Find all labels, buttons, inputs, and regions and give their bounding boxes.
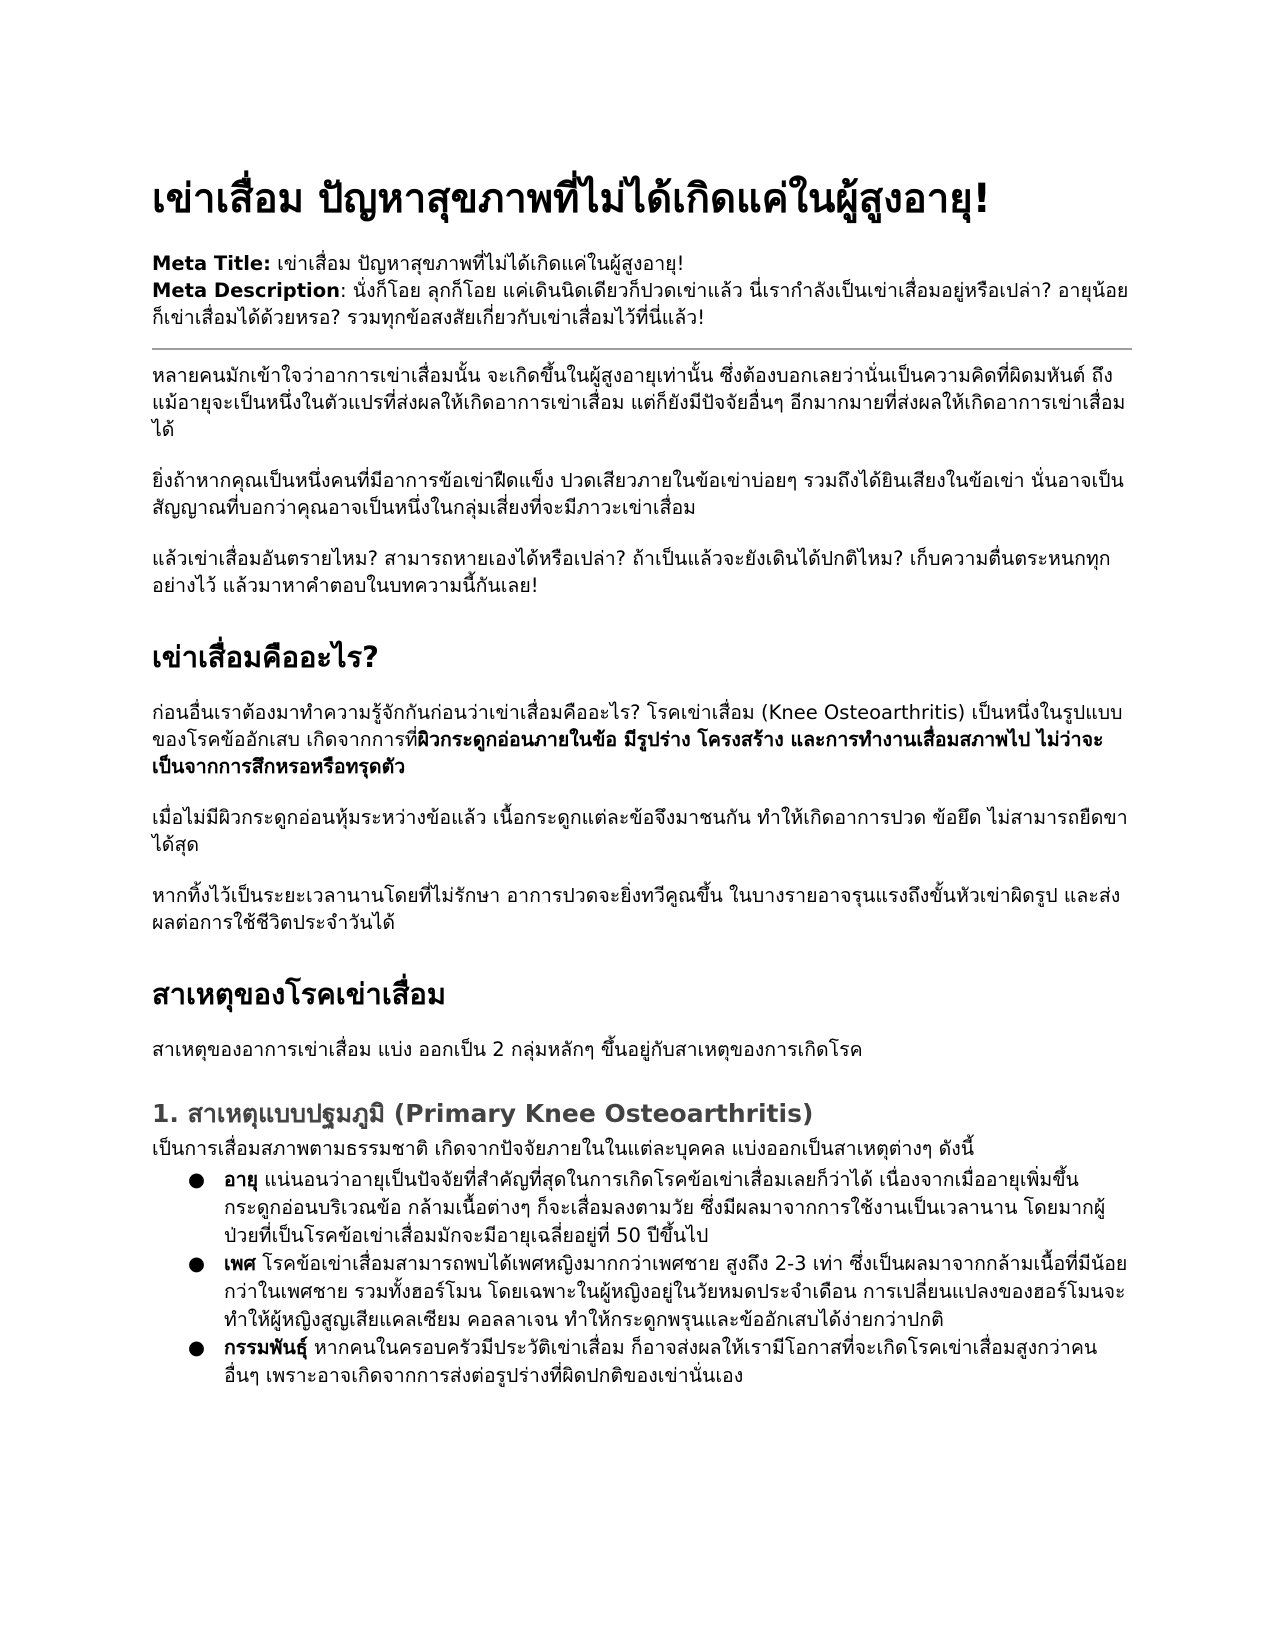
list-item-text: โรคข้อเข่าเสื่อมสามารถพบได้เพศหญิงมากกว่าเพศชาย สูงถึง 2-3 เท่า ซึ่งเป็นผลมาจากกล้ามเนื้อที่มีน้อยกว่าในเพศชาย รวมทั้งฮอร์โมน โดยเฉพาะในผู้หญิงอยู่ในวัยหมดประจำเดือน การเปลี่ยนแปลงของฮอร์โมนจะทำให้ผู้หญิงสูญเสียแคลเซียม คอลลาเจน ทำให้กระดูกพรุนและข้ออักเสบได้ง่ายกว่าปกติ [224, 1252, 1128, 1331]
bullet-icon: ● [188, 1252, 206, 1275]
list-item [188, 1334, 1132, 1390]
list-item-text: แน่นอนว่าอายุเป็นปัจจัยที่สำคัญที่สุดในการเกิดโรคข้อเข่าเสื่อมเลยก็ว่าได้ เนื่องจากเมื่ออายุเพิ่มขึ้นกระดูกอ่อนบริเวณข้อ กล้ามเนื้อต่างๆ ก็จะเสื่อมลงตามวัย ซึ่งมีผลมาจากการใช้งานเป็นเวลานาน โดยมากผู้ป่วยที่เป็นโรคข้อเข่าเสื่อมมักจะมีอายุเฉลี่ยอยู่ที่ 50 ปีขึ้นไป [224, 1168, 1106, 1247]
causes-list [152, 1166, 1132, 1390]
list-item [188, 1166, 1132, 1250]
section1-paragraph-1-text: ก่อนอื่นเราต้องมาทำความรู้จักกันก่อนว่าเข่าเสื่อมคืออะไร? โรคเข่าเสื่อม (Knee Osteoarthritis) เป็นหนึ่งในรูปแบบของโรคข้ออักเสบ เกิดจากการที่ [152, 701, 1123, 751]
meta-description-line [152, 277, 1132, 331]
horizontal-divider [152, 348, 1132, 350]
section1-paragraph-1-bold: ผิวกระดูกอ่อนภายในข้อ มีรูปร่าง โครงสร้าง และการทำงานเสื่อมสภาพไป ไม่ว่าจะเป็นจากการสึกหรอหรือทรุดตัว [152, 728, 1104, 778]
section2-paragraph-1: สาเหตุของอาการเข่าเสื่อม แบ่ง ออกเป็น 2 กลุ่มหลักๆ ขึ้นอยู่กับสาเหตุของการเกิดโรค [152, 1038, 863, 1061]
list-item [188, 1250, 1132, 1334]
meta-title-value: เข่าเสื่อม ปัญหาสุขภาพที่ไม่ได้เกิดแค่ในผู้สูงอายุ! [270, 252, 685, 275]
document-page [152, 170, 1132, 1390]
section1-paragraph-3: หากทิ้งไว้เป็นระยะเวลานานโดยที่ไม่รักษา อาการปวดจะยิ่งทวีคูณขึ้น ในบางรายอาจรุนแรงถึงขั้นหัวเข่าผิดรูป และส่งผลต่อการใช้ชีวิตประจำวันได้ [152, 884, 1121, 934]
bullet-icon: ● [188, 1168, 206, 1191]
list-item-text: หากคนในครอบครัวมีประวัติเข่าเสื่อม ก็อาจส่งผลให้เรามีโอกาสที่จะเกิดโรคเข่าเสื่อมสูงกว่าคนอื่นๆ เพราะอาจเกิดจากการส่งต่อรูปร่างที่ผิดปกติของเข่านั่นเอง [224, 1336, 1098, 1387]
meta-description-label: Meta Description [152, 279, 341, 302]
bullet-icon: ● [188, 1336, 206, 1359]
meta-block [152, 250, 1132, 331]
intro-paragraph-3: แล้วเข่าเสื่อมอันตรายไหม? สามารถหายเองได้หรือเปล่า? ถ้าเป็นแล้วจะยังเดินได้ปกติไหม? เก็บความตื่นตระหนกทุกอย่างไว้ แล้วมาหาคำตอบในบทความนี้กันเลย! [152, 547, 1111, 597]
meta-title-line [152, 250, 1132, 277]
meta-title-label: Meta Title: [152, 252, 271, 275]
intro-paragraph-2: ยิ่งถ้าหากคุณเป็นหนึ่งคนที่มีอาการข้อเข่าฝืดแข็ง ปวดเสียวภายในข้อเข่าบ่อยๆ รวมถึงได้ยินเสียงในข้อเข่า นั่นอาจเป็นสัญญาณที่บอกว่าคุณอาจเป็นหนึ่งในกลุ่มเสี่ยงที่จะมีภาวะเข่าเสื่อม [152, 469, 1124, 519]
list-item-term: กรรมพันธุ์ [224, 1336, 308, 1359]
meta-description-value: : นั่งก็โอย ลุกก็โอย แค่เดินนิดเดียวก็ปวดเข่าแล้ว นี่เรากำลังเป็นเข่าเสื่อมอยู่หรือเปล่า? อายุน้อยก็เข่าเสื่อมได้ด้วยหรอ? รวมทุกข้อสงสัยเกี่ยวกับเข่าเสื่อมไว้ที่นี่แล้ว! [152, 279, 1129, 329]
subheading-primary-causes: 1. สาเหตุแบบปฐมภูมิ (Primary Knee Osteoarthritis) [152, 1099, 814, 1128]
section1-paragraph-2: เมื่อไม่มีผิวกระดูกอ่อนหุ้มระหว่างข้อแล้ว เนื้อกระดูกแต่ละข้อจึงมาชนกัน ทำให้เกิดอาการปวด ข้อยึด ไม่สามารถยืดขาได้สุด [152, 806, 1128, 856]
subsection-intro: เป็นการเสื่อมสภาพตามธรรมชาติ เกิดจากปัจจัยภายในในแต่ละบุคคล แบ่งออกเป็นสาเหตุต่างๆ ดังนี้ [152, 1137, 975, 1160]
document-title: เข่าเสื่อม ปัญหาสุขภาพที่ไม่ได้เกิดแค่ในผู้สูงอายุ! [152, 176, 991, 222]
list-item-term: อายุ [224, 1168, 259, 1191]
section1-paragraph-1 [152, 699, 1132, 780]
list-item-term: เพศ [224, 1252, 256, 1275]
section-heading-causes: สาเหตุของโรคเข่าเสื่อม [152, 977, 446, 1011]
section-heading-what-is-knee-oa: เข่าเสื่อมคืออะไร? [152, 640, 379, 674]
intro-paragraph-1: หลายคนมักเข้าใจว่าอาการเข่าเสื่อมนั้น จะเกิดขึ้นในผู้สูงอายุเท่านั้น ซึ่งต้องบอกเลยว่านั่นเป็นความคิดที่ผิดมหันต์ ถึงแม้อายุจะเป็นหนึ่งในตัวแปรที่ส่งผลให้เกิดอาการเข่าเสื่อม แต่ก็ยังมีปัจจัยอื่นๆ อีกมากมายที่ส่งผลให้เกิดอาการเข่าเสื่อม ได้ [152, 364, 1126, 441]
